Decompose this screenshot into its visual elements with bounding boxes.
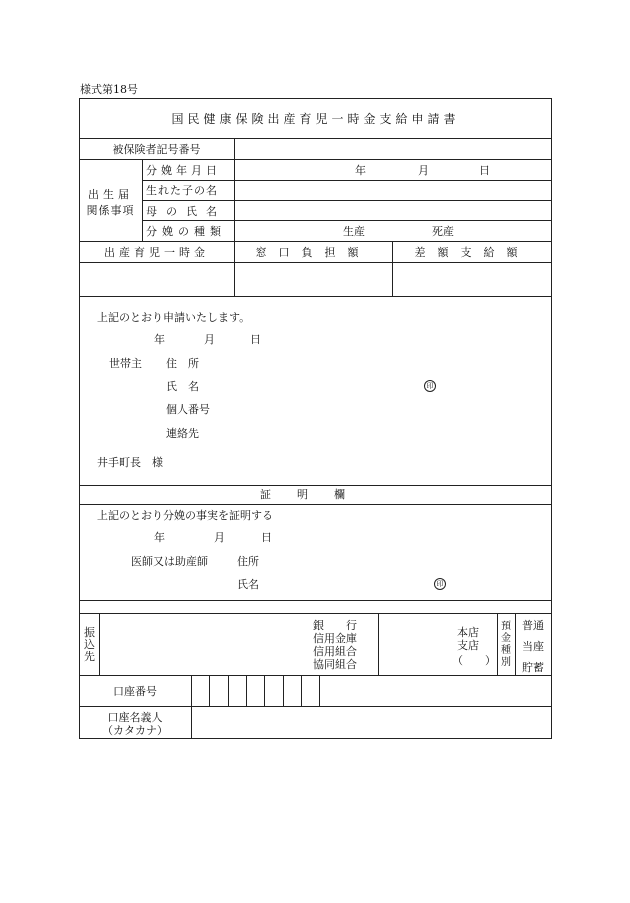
lump-sum-amount-field[interactable] — [80, 263, 233, 296]
certifier-name-label: 氏名 — [237, 578, 259, 591]
householder-label: 世帯主 — [109, 357, 142, 370]
child-name-field[interactable] — [235, 181, 551, 200]
certification-year: 年 — [154, 531, 165, 544]
deposit-type-label-3: 種 — [501, 645, 511, 656]
transfer-label-1: 振 — [84, 626, 95, 639]
delivery-year: 年 — [355, 164, 366, 177]
difference-label: 差額支給額 — [414, 246, 530, 259]
difference-amount-field[interactable] — [393, 263, 551, 296]
transfer-label-3: 先 — [84, 650, 95, 663]
certifier-role-label: 医師又は助産師 — [131, 555, 208, 568]
householder-seal-mark: 印 — [424, 380, 436, 392]
bank-type-credit-union: 信用組合 — [313, 645, 357, 658]
certification-header: 証明欄 — [260, 488, 371, 501]
form-number: 様式第18号 — [80, 83, 138, 96]
delivery-date-label: 分娩年月日 — [146, 164, 221, 177]
certification-statement: 上記のとおり分娩の事実を証明する — [97, 509, 273, 522]
transfer-label-2: 込 — [84, 638, 95, 651]
mother-name-field[interactable] — [235, 201, 551, 220]
householder-name-label: 氏 名 — [166, 380, 199, 393]
personal-number-label: 個人番号 — [166, 403, 210, 416]
deposit-type-label-4: 別 — [501, 657, 511, 668]
application-statement: 上記のとおり申請いたします。 — [97, 311, 251, 324]
contact-label: 連絡先 — [166, 427, 199, 440]
account-holder-kana: （カタカナ） — [102, 724, 168, 737]
bank-type-bank: 銀 行 — [313, 619, 357, 632]
insured-no-field[interactable] — [235, 139, 551, 159]
account-number-boxes[interactable] — [192, 676, 319, 706]
application-day: 日 — [250, 333, 261, 346]
bank-type-shinkin: 信用金庫 — [313, 632, 357, 645]
branch-main: 本店 — [457, 626, 479, 639]
branch-paren: （ ） — [452, 654, 496, 667]
bank-name-field[interactable] — [100, 614, 310, 675]
certifier-seal-mark: 印 — [434, 578, 446, 590]
delivery-month: 月 — [418, 164, 429, 177]
householder-address-label: 住 所 — [166, 357, 199, 370]
delivery-day: 日 — [479, 164, 490, 177]
deposit-savings[interactable]: 貯蓄 — [522, 661, 544, 674]
birth-report-label-1: 出生届 — [88, 188, 133, 201]
insured-no-label: 被保険者記号番号 — [112, 143, 201, 156]
form-title: 国民健康保険出産育児一時金支給申請書 — [171, 112, 460, 126]
stillbirth-option[interactable]: 死産 — [432, 225, 454, 238]
branch-sub: 支店 — [457, 639, 479, 652]
application-month: 月 — [204, 333, 215, 346]
lump-sum-label: 出産育児一時金 — [104, 246, 209, 259]
bank-type-cooperative: 協同組合 — [313, 658, 357, 671]
delivery-type-label: 分娩の種類 — [146, 225, 226, 238]
deposit-ordinary[interactable]: 普通 — [522, 619, 544, 632]
birth-report-label-2: 関係事項 — [86, 204, 135, 217]
deposit-checking[interactable]: 当座 — [522, 640, 544, 653]
mother-name-label: 母の氏名 — [146, 205, 226, 218]
addressee: 井手町長 様 — [97, 456, 163, 469]
deposit-type-label-1: 預 — [501, 621, 511, 632]
certification-month: 月 — [214, 531, 225, 544]
certifier-address-label: 住所 — [237, 555, 259, 568]
account-holder-label: 口座名義人 — [107, 711, 163, 724]
child-name-label: 生れた子の名 — [146, 184, 218, 197]
certification-day: 日 — [261, 531, 272, 544]
counter-burden-amount-field[interactable] — [235, 263, 391, 296]
branch-name-field[interactable] — [379, 614, 454, 675]
application-year: 年 — [154, 333, 165, 346]
live-birth-option[interactable]: 生産 — [343, 225, 365, 238]
account-number-label: 口座番号 — [113, 685, 157, 698]
deposit-type-label-2: 金 — [501, 633, 511, 644]
counter-burden-label: 窓口負担額 — [255, 246, 371, 259]
account-holder-field[interactable] — [192, 707, 551, 738]
